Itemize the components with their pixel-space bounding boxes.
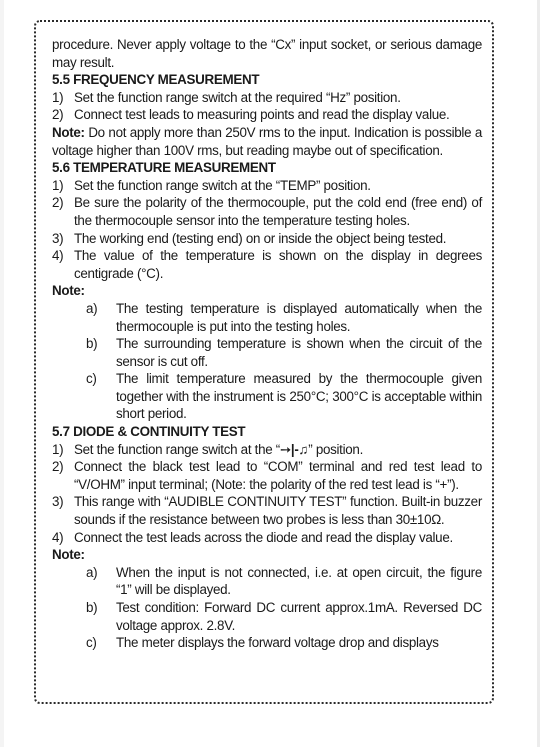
temp-step-3: 3) The working end (testing end) on or inside the object being tested. <box>52 230 447 246</box>
temp-step-4: 4) The value of the temperature is shown on the display in degrees centigrade (°C). <box>52 248 482 281</box>
diode-note-label: Note: <box>52 547 85 563</box>
diode-step-2: 2) Connect the black test lead to “COM” terminal and red test lead to “V/OHM” input terminal; (Note: the polarity of the red test lead is “+”). <box>52 459 482 492</box>
freq-note: Note: Do not apply more than 250V rms to the input. Indication is possible a voltage higher than 100V rms, but reading maybe out of specification. <box>52 124 482 158</box>
heading-frequency: 5.5 FREQUENCY MEASUREMENT <box>52 72 260 88</box>
diode-note-a: a) When the input is not connected, i.e. at open circuit, the figure “1” will be displayed. <box>86 564 482 598</box>
freq-step-2: 2) Connect test leads to measuring points and read the display value. <box>52 107 450 123</box>
heading-temperature: 5.6 TEMPERATURE MEASUREMENT <box>52 160 276 176</box>
scan-edge-left <box>0 0 4 747</box>
temp-note-b: b) The surrounding temperature is shown when the circuit of the sensor is cut off. <box>86 336 482 369</box>
temp-step-2: 2) Be sure the polarity of the thermocouple, put the cold end (free end) of the thermocouple sensor into the temperature testing holes. <box>52 195 482 228</box>
temp-note-label: Note: <box>52 283 85 299</box>
temp-note-a: a) The testing temperature is displayed automatically when the thermocouple is put into the testing holes. <box>86 300 482 334</box>
temp-note-c: c) The limit temperature measured by the thermocouple given together with the instrument is 250°C; 300°C is acceptable within short period. <box>86 371 482 422</box>
diode-note-b: b) Test condition: Forward DC current approx.1mA. Reversed DC voltage approx. 2.8V. <box>86 600 482 633</box>
diode-note-c: c) The meter displays the forward voltage drop and displays <box>86 635 439 651</box>
diode-step-3: 3) This range with “AUDIBLE CONTINUITY TEST” function. Built-in buzzer sounds if the resistance between two probes is less than 30±10Ω. <box>52 494 482 528</box>
temp-step-1: 1) Set the function range switch at the “TEMP” position. <box>52 177 371 193</box>
manual-page-text <box>52 36 482 652</box>
paragraph-continuation: procedure. Never apply voltage to the “Cx” input socket, or serious damage may result. <box>52 37 482 70</box>
diode-step-1: 1) Set the function range switch at the “➙|-♫” position. <box>52 441 363 457</box>
heading-diode: 5.7 DIODE & CONTINUITY TEST <box>52 424 246 440</box>
diode-buzzer-icon: ➙|-♫ <box>279 441 309 457</box>
diode-step-4: 4) Connect the test leads across the diode and read the display value. <box>52 529 453 545</box>
freq-step-1: 1) Set the function range switch at the required “Hz” position. <box>52 89 401 105</box>
